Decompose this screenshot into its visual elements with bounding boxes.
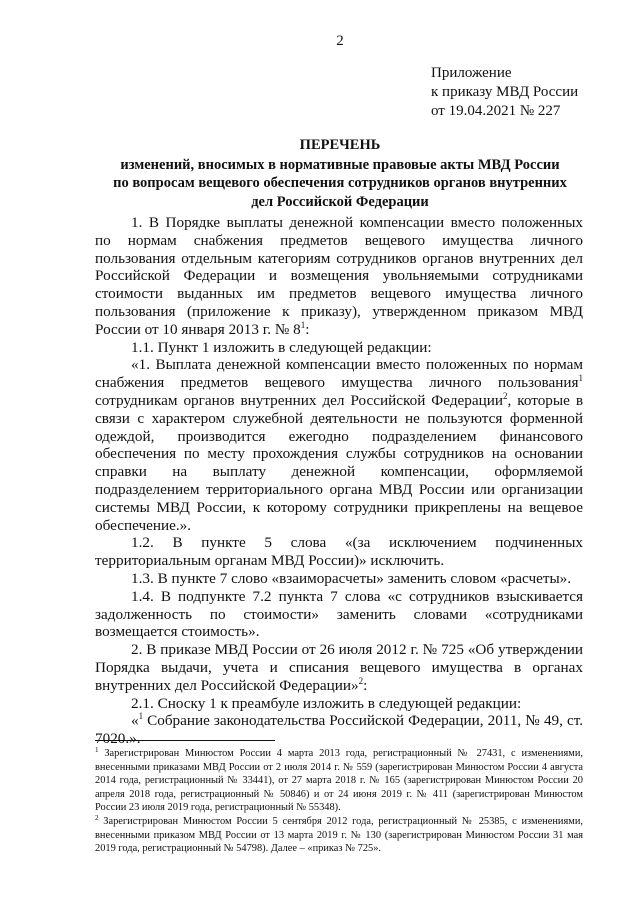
paragraph-1-end: : — [305, 320, 310, 338]
paragraph-1 — [95, 214, 583, 339]
footnotes — [95, 747, 583, 856]
footnote-1-mark: 1 — [95, 746, 99, 754]
title-line-3: дел Российской Федерации — [251, 193, 429, 210]
footnote-2-mark: 2 — [95, 813, 99, 822]
paragraph-1-1-quote — [95, 356, 583, 534]
paragraph-2 — [95, 641, 583, 694]
footnote-ref-quote-2: 2 — [503, 390, 508, 401]
paragraph-1-4: 1.4. В подпункте 7.2 пункта 7 слова «с сотрудников взыскивается задолженность по стоимости» заменить словами «сотрудниками возмещается стоимость». — [95, 587, 583, 641]
footnote-1 — [95, 747, 583, 815]
paragraph-2-1: 2.1. Сноску 1 к преамбуле изложить в следующей редакции: — [131, 694, 522, 712]
quote-text-a: «1. Выплата денежной компенсации вместо положенных по нормам снабжения предметов вещевого имущества личного пользования — [95, 356, 583, 392]
appendix-line-2: к приказу МВД России — [431, 84, 579, 100]
paragraph-2-text: 2. В приказе МВД России от 26 июля 2012 г. № 725 «Об утверждении Порядка выдачи, учета и списания вещевого имущества в органах внутренних дел Российской Федерации» — [95, 641, 583, 694]
footnote-2 — [95, 815, 583, 856]
paragraph-1-text: 1. В Порядке выплаты денежной компенсации вместо положенных по нормам снабжения предметов вещевого имущества личного пользования отдельным категориям сотрудников органов внутренних дел Российской Федерации и возмещения увольняемыми сотрудниками стоимости выданных им предметов вещевого имущества личного пользования (приложение к приказу), утвержденном приказом МВД России от 10 января 2013 г. № 8 — [95, 214, 583, 338]
paragraph-2-1-quote — [95, 712, 583, 748]
footnote-separator — [95, 740, 275, 741]
title-line-2: по вопросам вещевого обеспечения сотрудников органов внутренних — [113, 175, 567, 191]
footnote-ref-quote-1: 1 — [578, 373, 583, 384]
footnote-ref-quote2: 1 — [138, 711, 144, 722]
footnote-1-text: Зарегистрирован Минюстом России 4 марта 2013 года, регистрационный № 27431, с изменениями, внесенными приказами МВД России от 2 июля 2014 г. № 559 (зарегистрирован Минюстом России 4 августа 2014 года, регистрационный № 33441), от 27 марта 2018 г. № 165 (зарегистрирован Минюстом России 20 апреля 2018 года, регистрационный № 50846) и от 24 июня 2019 г. № 411 (зарегистрирован Минюстом России 23 июля 2019 года, регистрационный № 55348). — [95, 748, 583, 814]
document-title — [95, 136, 585, 211]
paragraph-1-1: 1.1. Пункт 1 изложить в следующей редакции: — [131, 338, 432, 356]
appendix-line-1: Приложение — [431, 65, 512, 81]
quote2-open: « — [131, 712, 139, 730]
document-body — [95, 214, 583, 748]
footnote-ref-2: 2 — [358, 675, 364, 686]
appendix-line-3: от 19.04.2021 № 227 — [431, 103, 561, 119]
paragraph-1-2: 1.2. В пункте 5 слова «(за исключением подчиненных территориальным органам МВД России)» исключить. — [95, 534, 583, 570]
quote-text-c: , которые в связи с характером служебной деятельности не пользуются форменной одеждой, производится ежегодно подразделением финансового обеспечения по месту прохождения службы сотрудников на основании справки на выплату денежной компенсации, оформляемой подразделением территориального органа МВД России или организации системы МВД России, к которому сотрудники прикреплены на вещевое обеспечение.». — [95, 391, 583, 534]
appendix-header — [431, 64, 578, 121]
footnote-2-text: Зарегистрирован Минюстом России 5 сентября 2012 года, регистрационный № 25385, с изменениями, внесенными приказом МВД России от 13 марта 2019 г. № 130 (зарегистрирован Минюстом России 31 мая 2019 года, регистрационный № 54798). Далее – «приказ № 725». — [95, 815, 583, 855]
title-line-1: изменений, вносимых в нормативные правовые акты МВД России — [120, 156, 560, 173]
footnote-ref-1: 1 — [300, 319, 306, 330]
paragraph-2-end: : — [363, 676, 368, 694]
title-heading: ПЕРЕЧЕНЬ — [299, 137, 381, 153]
quote2-text: Собрание законодательства Российской Федерации, 2011, № 49, ст. 7020.». — [95, 712, 583, 748]
page-number: 2 — [336, 33, 344, 49]
quote-text-b: сотрудникам органов внутренних дел Российской Федерации — [95, 391, 504, 409]
paragraph-1-3: 1.3. В пункте 7 слово «взаиморасчеты» заменить словом «расчеты». — [131, 569, 572, 587]
